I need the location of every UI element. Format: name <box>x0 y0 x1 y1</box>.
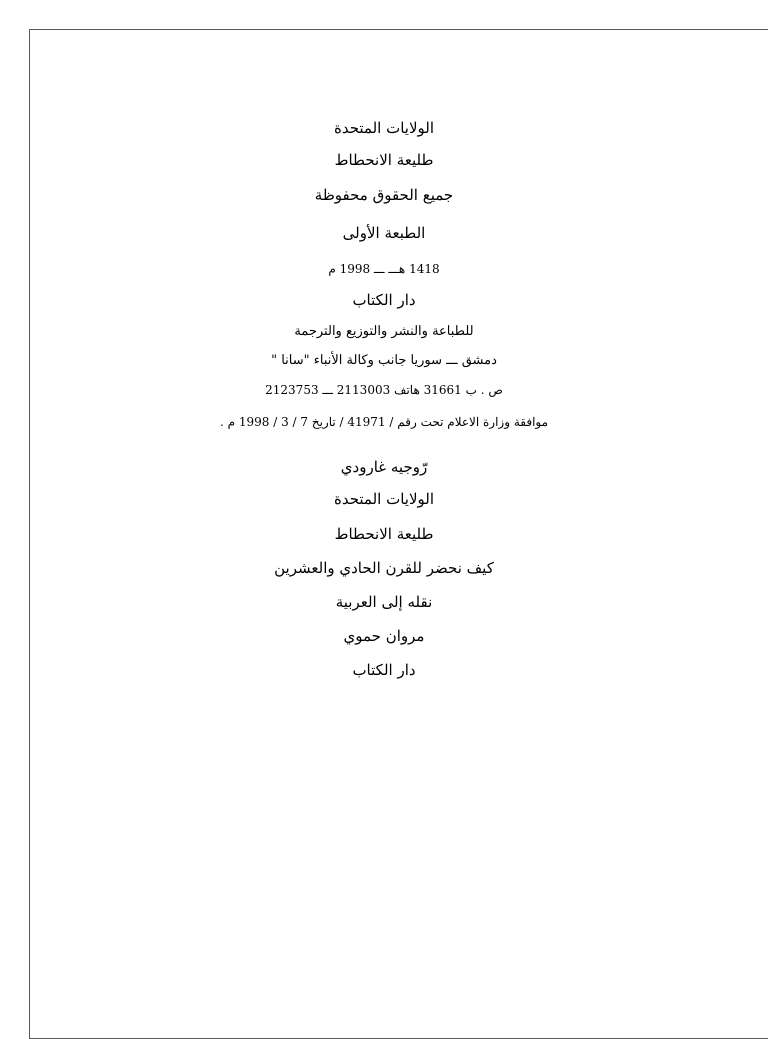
publisher-description: للطباعة والنشر والتوزيع والترجمة <box>294 324 474 339</box>
title-subtitle: طليعة الانحطاط <box>334 151 434 169</box>
publication-year: 1418 هـــ ـــ 1998 م <box>328 262 440 276</box>
translation-note: نقله إلى العربية <box>335 593 433 611</box>
publisher-address: دمشق ـــ سوريا جانب وكالة الأنباء "سانا " <box>271 353 497 368</box>
publisher-footer: دار الكتاب <box>352 661 416 679</box>
title-country: الولايات المتحدة <box>333 119 435 137</box>
translator-name: مروان حموي <box>343 627 425 645</box>
book-title: الولايات المتحدة <box>333 490 435 508</box>
publisher-contact: ص . ب 31661 هاتف 2113003 ـــ 2123753 <box>265 383 503 397</box>
book-subtitle: طليعة الانحطاط <box>334 525 434 543</box>
book-tagline: كيف نحضر للقرن الحادي والعشرين <box>274 559 494 577</box>
rights-notice: جميع الحقوق محفوظة <box>314 186 454 204</box>
publisher-name: دار الكتاب <box>352 291 416 309</box>
author-name: رّوجيه غارودي <box>340 458 428 476</box>
edition: الطبعة الأولى <box>342 224 426 242</box>
ministry-approval: موافقة وزارة الاعلام تحت رقم / 41971 / تاريخ 7 / 3 / 1998 م . <box>219 415 549 429</box>
